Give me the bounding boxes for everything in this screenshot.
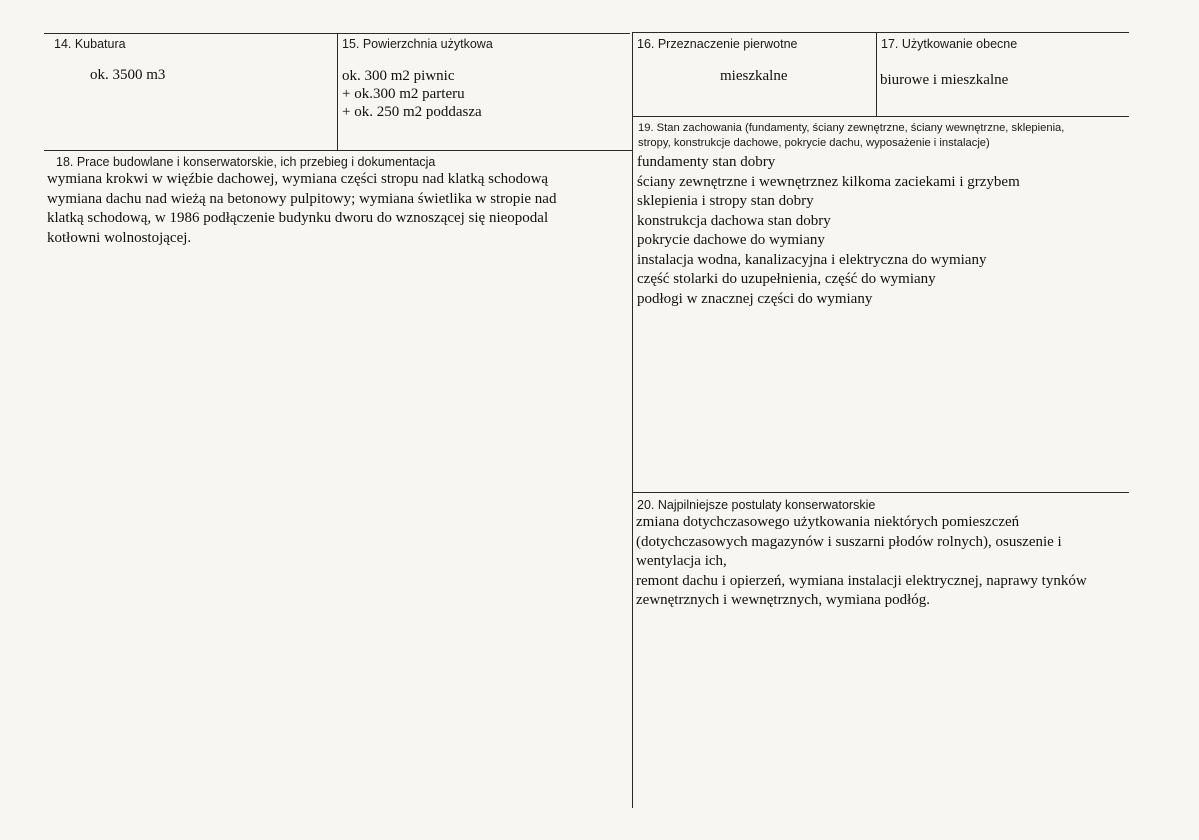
text-line: zewnętrznych i wewnętrznych, wymiana podłóg. [636, 592, 931, 608]
text-line: wymiana dachu nad wieżą na betonowy pulpitowy; wymiana świetlika w stropie nad [47, 190, 557, 207]
text-line: konstrukcja dachowa stan dobry [637, 212, 831, 229]
field-14-label: 14. Kubatura [54, 37, 126, 51]
text-line: remont dachu i opierzeń, wymiana instalacji elektrycznej, naprawy tynków [636, 572, 1087, 589]
label-line: 19. Stan zachowania (fundamenty, ściany zewnętrzne, ściany wewnętrzne, sklepienia, [638, 122, 1065, 134]
text-line: wymiana krokwi w więźbie dachowej, wymiana części stropu nad klatką schodową [47, 171, 549, 187]
text-line: (dotychczasowych magazynów i suszarni płodów rolnych), osuszenie i [636, 533, 1062, 550]
text-line: zmiana dotychczasowego użytkowania niektórych pomieszczeń [636, 514, 1020, 530]
text-line: wentylacja ich, [636, 553, 727, 569]
text-line: ok. 300 m2 piwnic [342, 68, 455, 84]
text-line: podłogi w znacznej części do wymiany [637, 290, 873, 307]
field-20-value [636, 513, 1126, 611]
text-line: klatką schodową, w 1986 podłączenie budynku dworu do wznoszącej się nieopodal [47, 210, 549, 226]
text-line: instalacja wodna, kanalizacyjna i elektryczna do wymiany [637, 251, 987, 268]
text-line: sklepienia i stropy stan dobry [637, 193, 814, 209]
field-15-value [342, 67, 482, 121]
text-line: ściany zewnętrzne i wewnętrznez kilkoma zaciekami i grzybem [637, 173, 1020, 190]
rule-above-20 [633, 492, 1129, 493]
field-18-label: 18. Prace budowlane i konserwatorskie, ich przebieg i dokumentacja [56, 155, 436, 169]
text-line: fundamenty stan dobry [637, 154, 776, 170]
text-line: pokrycie dachowe do wymiany [637, 232, 825, 248]
text-line: część stolarki do uzupełnienia, część do wymiany [637, 271, 936, 287]
field-16-value: mieszkalne [720, 68, 788, 84]
text-line: kotłowni wolnostojącej. [47, 229, 192, 246]
top-rule-right [633, 32, 1129, 33]
field-19-value [637, 153, 1020, 309]
rule-above-19 [633, 116, 1129, 117]
divider-center [632, 32, 633, 808]
field-14-value: ok. 3500 m3 [90, 67, 166, 83]
text-line: + ok.300 m2 parteru [342, 86, 465, 102]
divider-16-17 [876, 32, 877, 116]
field-16-label: 16. Przeznaczenie pierwotne [637, 37, 798, 51]
field-17-value: biurowe i mieszkalne [880, 72, 1009, 88]
field-17-label: 17. Użytkowanie obecne [881, 37, 1018, 51]
field-20-label: 20. Najpilniejsze postulaty konserwatorskie [637, 498, 876, 512]
label-line: stropy, konstrukcje dachowe, pokrycie dachu, wyposażenie i instalacje) [638, 137, 990, 149]
field-18-value [47, 170, 556, 248]
rule-above-18 [44, 150, 632, 151]
field-19-label [638, 121, 1064, 151]
field-15-label: 15. Powierzchnia użytkowa [342, 37, 493, 51]
text-line: + ok. 250 m2 poddasza [342, 104, 482, 120]
divider-14-15 [337, 33, 338, 150]
